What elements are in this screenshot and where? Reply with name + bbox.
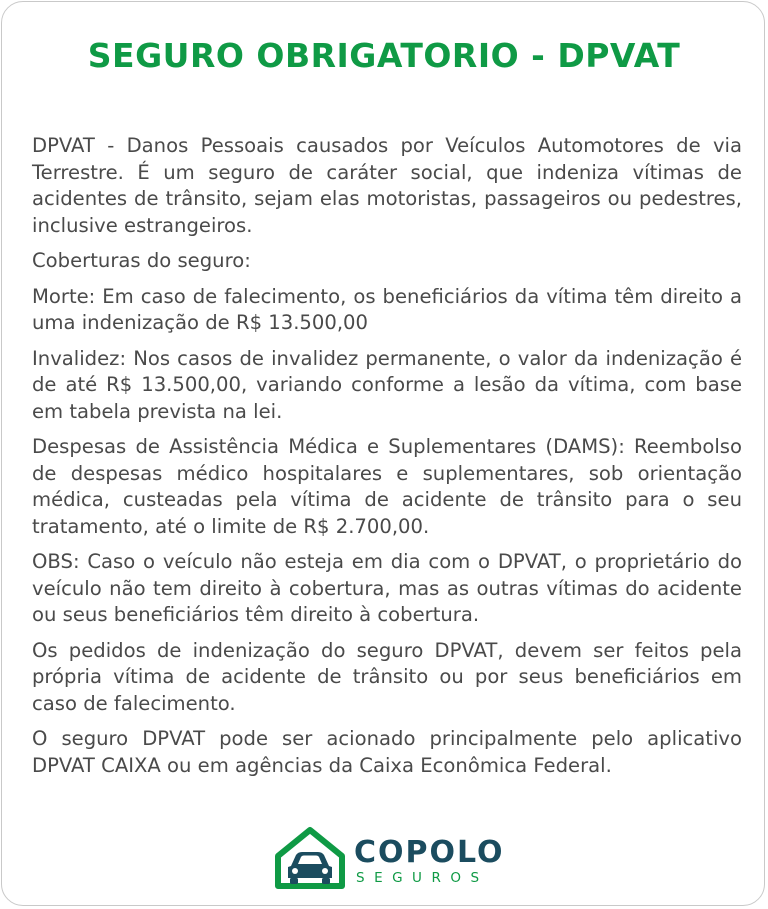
page-title: SEGURO OBRIGATORIO - DPVAT [87, 36, 681, 75]
logo-name: COPOLO [354, 835, 505, 870]
paragraph-coverages-heading: Coberturas do seguro: [32, 249, 251, 272]
paragraph-intro: DPVAT - Danos Pessoais causados por Veículos Automotores de via Terrestre. É um seguro de caráter social, que indeniza vítimas de acidentes de trânsito, sejam elas motoristas, passageiros ou pedestres, inclusive estrangeiros. [32, 134, 742, 237]
paragraph-death: Morte: Em caso de falecimento, os beneficiários da vítima têm direito a uma indenização de R$ 13.500,00 [32, 284, 742, 334]
paragraph-obs: OBS: Caso o veículo não esteja em dia com o DPVAT, o proprietário do veículo não tem direito à cobertura, mas as outras vítimas do acidente ou seus beneficiários têm direito à cobertura. [32, 550, 742, 626]
paragraph-claims: Os pedidos de indenização do seguro DPVAT, devem ser feitos pela própria vítima de acidente de trânsito ou por seus beneficiários em caso de falecimento. [32, 638, 742, 715]
house-car-icon [274, 826, 346, 890]
logo-tagline: SEGUROS [356, 870, 489, 886]
paragraph-how-to: O seguro DPVAT pode ser acionado principalmente pelo aplicativo DPVAT CAIXA ou em agências da Caixa Econômica Federal. [32, 727, 742, 777]
paragraph-dams: Despesas de Assistência Médica e Suplementares (DAMS): Reembolso de despesas médico hospitalares e suplementares, sob orientação médica, custeadas pela vítima de acidente de trânsito para o seu tratamento, até o limite de R$ 2.700,00. [32, 435, 742, 538]
company-logo [274, 826, 504, 890]
paragraph-disability: Invalidez: Nos casos de invalidez permanente, o valor da indenização é de até R$ 13.500,00, variando conforme a lesão da vítima, com base em tabela prevista na lei. [32, 346, 742, 423]
body-text [32, 133, 742, 788]
